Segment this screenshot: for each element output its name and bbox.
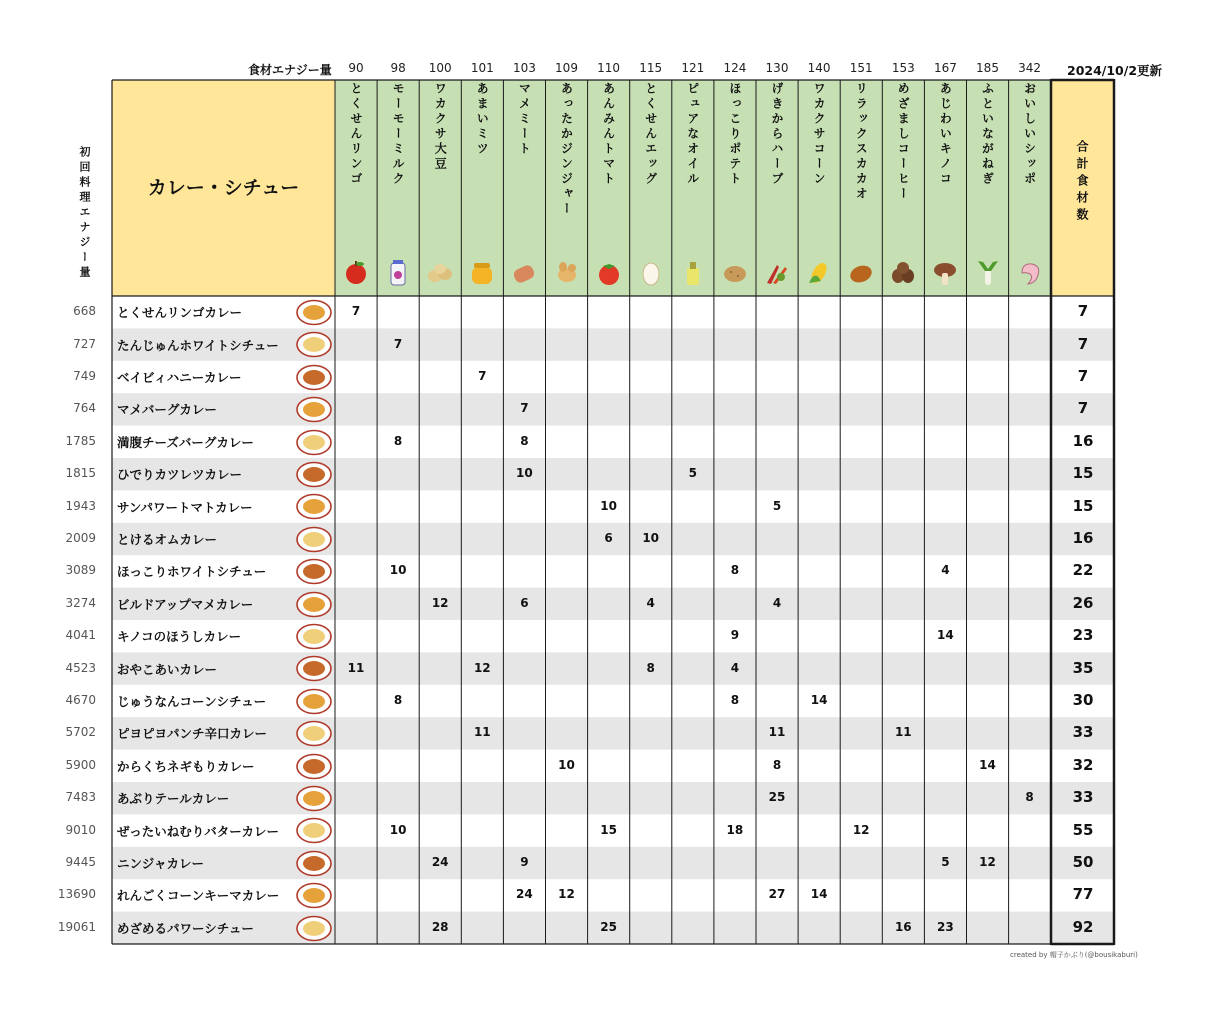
ingredient-energy: 100 [428,61,452,75]
recipe-energy: 1785 [65,433,96,448]
ingredient-amount: 8 [520,433,529,448]
ingredient-amount: 8 [1025,790,1034,805]
ingredient-energy: 98 [390,61,406,75]
ingredient-amount: 8 [730,563,740,578]
recipe-name: めざめるパワーシチュー [117,920,254,936]
ingredient-amount: 10 [516,466,533,481]
oil-icon [679,259,707,289]
ingredient-amount: 4 [772,595,782,610]
ingredient-amount: 7 [478,369,487,383]
dish-icon [295,655,333,682]
ingredient-amount: 27 [768,887,786,902]
recipe-energy: 4041 [65,628,96,643]
dish-icon [295,915,333,942]
tomato-icon [595,259,623,289]
corn-icon [805,259,833,289]
recipe-total: 33 [1072,723,1094,742]
dish-icon [295,364,333,391]
ingredient-amount: 10 [558,757,575,772]
recipe-total: 7 [1077,399,1089,418]
recipe-total: 50 [1072,853,1094,871]
milk-icon [384,259,412,289]
recipe-total: 26 [1072,593,1094,612]
ingredient-amount: 4 [730,660,740,675]
ingredient-energy: 167 [933,61,957,75]
recipe-total: 23 [1072,626,1094,645]
ingredient-energy: 153 [891,61,915,75]
dish-icon [295,461,333,488]
ingredient-amount: 6 [520,595,529,610]
ingredient-energy: 130 [765,61,789,75]
leek-icon [974,259,1002,289]
ingredient-energy: 103 [512,61,536,75]
category-title: カレー・シチュー [147,177,300,199]
row-stripe [112,458,1114,490]
ingredient-amount: 8 [393,693,403,707]
ingredient-amount: 14 [979,757,996,772]
ingredient-amount: 24 [516,887,533,902]
herb-icon [763,259,791,289]
dish-icon [295,817,333,844]
dish-icon [295,429,333,456]
ingredient-amount: 14 [810,693,828,707]
credit: created by 帽子かぶり(@bousikaburi) [1010,951,1138,959]
dish-icon [295,785,333,812]
ingredient-energy: 110 [597,61,621,75]
recipe-total: 16 [1072,529,1094,547]
dish-icon [295,720,333,747]
ingredient-amount: 4 [646,595,655,610]
ingredient-amount: 24 [431,855,449,869]
recipe-energy: 1943 [65,498,96,513]
ingredient-amount: 8 [730,693,740,707]
ingredient-energy: 342 [1018,61,1042,75]
recipe-total: 30 [1072,691,1094,709]
dish-icon [295,753,333,780]
ingredient-energy: 185 [976,61,999,75]
ingredient-amount: 8 [393,433,403,448]
ingredient-amount: 5 [688,466,697,481]
egg-icon [637,259,665,289]
ingredient-amount: 16 [894,919,912,934]
soybean-icon [426,259,454,289]
ingredient-amount: 9 [730,628,740,643]
recipe-name: ひでりカツレツカレー [117,467,243,483]
ingredient-amount: 12 [431,595,449,610]
recipe-energy: 727 [73,336,96,351]
ingredient-name: げきからハーブ [770,82,784,187]
ingredient-name: めざましコーヒー [896,82,911,202]
ingredient-name: おいしいシッポ [1022,82,1037,187]
recipe-total: 15 [1072,464,1094,483]
recipe-total: 33 [1072,788,1094,807]
recipe-name: じゅうなんコーンシチュー [117,694,267,709]
ingredient-amount: 23 [937,919,954,934]
dish-icon [295,493,333,520]
recipe-energy: 3274 [65,595,96,610]
recipe-energy: 749 [73,369,96,383]
recipe-energy: 7483 [65,790,96,805]
ingredient-name: リラックスカカオ [854,82,869,202]
ingredient-amount: 6 [604,531,613,545]
recipe-total: 22 [1072,561,1094,580]
recipe-total: 92 [1072,917,1094,936]
ingredient-name: ワカクサコーン [812,82,827,187]
potato-icon [721,259,749,289]
recipe-name: ほっこりホワイトシチュー [117,564,267,580]
ingredient-name: モーモーミルク [391,82,406,187]
ingredient-amount: 5 [772,498,782,513]
recipe-energy: 9445 [65,855,96,869]
row-stripe [112,588,1114,620]
recipe-energy: 3089 [65,563,96,578]
recipe-total: 7 [1077,302,1089,321]
ingredient-amount: 10 [642,531,660,545]
ingredient-name: あんみんトマト [601,82,616,187]
ingredient-name: ピュアなオイル [685,82,700,187]
recipe-energy: 5900 [65,757,96,772]
recipe-name: おやこあいカレー [117,661,218,677]
dish-icon [295,591,333,618]
ingredient-name: あったかジンジャー [559,82,574,217]
ingredient-amount: 7 [351,304,361,319]
recipe-name: ニンジャカレー [117,856,204,871]
recipe-name: れんごくコーンキーマカレー [117,888,280,904]
ingredient-amount: 12 [473,660,491,675]
ingredient-amount: 12 [852,822,870,837]
ingredient-name: とくせんリンゴ [349,82,363,187]
row-stripe [112,652,1114,684]
dish-icon [295,688,333,715]
recipe-name: キノコのほうしカレー [117,629,242,645]
recipe-total: 32 [1072,755,1094,774]
ingredient-amount: 28 [431,919,449,934]
recipe-total: 55 [1072,820,1094,839]
ingredient-amount: 14 [937,628,954,643]
tail-icon [1016,259,1044,289]
ingredient-amount: 8 [646,660,655,675]
ingredient-amount: 10 [389,563,407,578]
ingredient-amount: 25 [768,790,786,805]
recipe-name: 満腹チーズバーグカレー [117,434,254,450]
recipe-energy: 5702 [65,725,96,740]
recipe-name: からくちネギもりカレー [117,758,255,774]
recipe-energy: 1815 [65,466,96,481]
ingredient-amount: 25 [600,919,617,934]
ingredient-energy: 121 [681,61,705,75]
recipe-energy: 4523 [65,660,96,675]
dish-icon [295,882,333,909]
row-stripe [112,782,1114,814]
recipe-name: ぜったいねむりバターカレー [117,823,280,839]
apple-icon [342,259,370,289]
dish-icon [295,396,333,423]
ingredient-amount: 18 [726,822,744,837]
recipe-energy: 668 [73,304,96,319]
ingredient-amount: 4 [941,563,950,578]
ingredient-amount: 12 [558,887,575,902]
recipe-energy: 2009 [65,531,96,545]
ingredient-energy: 101 [470,61,494,75]
dish-icon [295,526,333,553]
recipe-energy: 13690 [57,887,96,902]
ingredient-energy: 151 [849,61,873,75]
ingredient-name: あまいミツ [475,82,490,157]
recipe-name: あぶりテールカレー [117,791,230,807]
ingredient-amount: 15 [600,822,617,837]
dish-icon [295,299,333,326]
ingredient-amount: 14 [810,887,828,902]
ingredient-name: ほっこりポテト [727,82,742,187]
recipe-total: 7 [1077,334,1089,353]
ingredient-name: あじわいキノコ [938,82,953,187]
ingredient-amount: 10 [600,498,617,513]
recipe-total: 15 [1072,496,1094,515]
ingredient-energy: 90 [348,61,364,75]
ingredient-energy: 124 [723,61,747,75]
ingredient-amount: 9 [520,855,529,869]
coffee-icon [889,259,917,289]
recipe-total: 7 [1077,367,1089,385]
mushroom-icon [931,259,959,289]
recipe-energy: 9010 [65,822,96,837]
ingredient-amount: 8 [772,757,782,772]
dish-icon [295,331,333,358]
recipe-total: 77 [1072,885,1094,904]
ingredient-amount: 7 [393,336,403,351]
recipe-total: 35 [1072,658,1094,677]
updated-date: 2024/10/2更新 [1067,63,1163,78]
recipe-energy: 4670 [65,693,96,707]
recipe-name: ベイビィハニーカレー [117,370,242,385]
ingredient-name: ふといながねぎ [980,82,995,187]
energy-label: 食材エナジー量 [248,63,332,77]
total-count-label: 合計食材数 [1075,140,1089,225]
side-energy-label: 初回料理エナジー量 [78,146,91,281]
row-stripe [112,393,1114,425]
dish-icon [295,558,333,585]
ingredient-energy: 140 [807,61,831,75]
ingredient-amount: 12 [979,855,996,869]
ingredient-name: ワカクサ大豆 [433,82,448,172]
ingredient-name: マメミート [517,82,532,157]
bean-meat-icon [510,259,538,289]
honey-icon [468,259,496,289]
ingredient-amount: 11 [768,725,786,740]
recipe-name: ピヨピヨパンチ辛口カレー [117,726,268,742]
recipe-name: とくせんリンゴカレー [117,305,243,321]
ingredient-amount: 10 [389,822,407,837]
recipe-name: マメバーグカレー [117,402,217,418]
recipe-name: サンパワートマトカレー [117,499,253,515]
ingredient-energy: 109 [555,61,578,75]
recipe-energy: 19061 [57,919,96,934]
recipe-name: とけるオムカレー [117,532,218,547]
ingredient-amount: 11 [347,660,365,675]
recipe-energy: 764 [73,401,96,416]
recipe-name: たんじゅんホワイトシチュー [117,337,279,353]
ingredient-amount: 11 [894,725,912,740]
ingredient-name: とくせんエッグ [643,82,658,187]
ingredient-amount: 7 [520,401,529,416]
ingredient-energy: 115 [639,61,663,75]
dish-icon [295,850,333,877]
recipe-name: ビルドアップマメカレー [117,596,254,612]
ginger-icon [553,259,581,289]
dish-icon [295,623,333,650]
cacao-icon [847,259,875,289]
ingredient-amount: 5 [941,855,950,869]
recipe-total: 16 [1072,431,1094,450]
ingredient-amount: 11 [473,725,491,740]
